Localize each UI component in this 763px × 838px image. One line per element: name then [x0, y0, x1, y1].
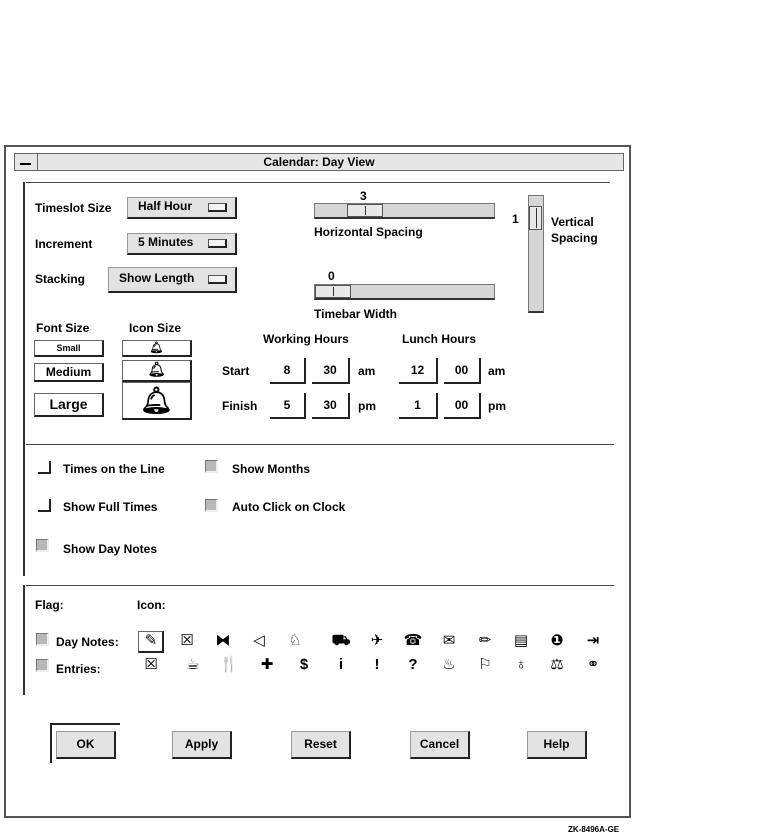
face-icon[interactable]: ♘ — [288, 632, 302, 649]
pencil-icon[interactable]: ✎ — [144, 632, 158, 649]
work-finish-ampm: pm — [358, 399, 376, 413]
number-one-icon[interactable]: ❶ — [550, 632, 564, 649]
auto-click-checkbox[interactable] — [205, 499, 218, 512]
increment-label: Increment — [35, 237, 93, 251]
telephone-icon[interactable]: ☎ — [403, 632, 423, 649]
vertical-spacing-label-1: Vertical — [551, 215, 594, 229]
timeslot-label: Timeslot Size — [35, 201, 112, 215]
fork-knife-icon[interactable]: 🍴 — [219, 656, 239, 673]
day-notes-flag-label: Day Notes: — [56, 635, 119, 649]
font-large-button[interactable]: Large — [34, 393, 104, 417]
question-icon[interactable]: ? — [408, 656, 418, 673]
rings-icon[interactable]: ⚭ — [586, 656, 600, 673]
cross-icon[interactable]: ✚ — [260, 656, 274, 673]
flag-label: Flag: — [35, 598, 64, 612]
horizontal-spacing-value: 3 — [360, 189, 367, 203]
bell-icon-medium: 🔔︎ — [147, 361, 166, 377]
megaphone-icon[interactable]: ◁ — [253, 632, 265, 649]
stacking-option-menu[interactable] — [108, 267, 237, 293]
birthday-cake-icon[interactable]: ♨ — [442, 656, 456, 673]
lunch-hours-label: Lunch Hours — [402, 332, 476, 346]
horizontal-spacing-thumb[interactable] — [347, 204, 383, 217]
font-small-button[interactable]: Small — [34, 340, 104, 357]
window-title: Calendar: Day View — [263, 155, 375, 169]
auto-click-label: Auto Click on Clock — [232, 500, 346, 514]
bell-icon-small: 🔔︎ — [149, 342, 164, 354]
exit-icon[interactable]: ⇥ — [586, 632, 600, 649]
work-start-minute-field[interactable]: 30 — [312, 358, 350, 384]
times-on-line-checkbox[interactable] — [38, 461, 51, 474]
envelope-icon[interactable]: ✉ — [442, 632, 456, 649]
entries-flag-label: Entries: — [56, 662, 101, 676]
horizontal-spacing-slider[interactable] — [314, 203, 495, 219]
increment-option-menu[interactable] — [127, 233, 237, 255]
entries-flag-checkbox[interactable] — [36, 659, 49, 672]
stacking-value: Show Length — [119, 271, 195, 285]
font-size-label: Font Size — [36, 321, 90, 335]
horizontal-spacing-label: Horizontal Spacing — [314, 225, 423, 239]
icon-large-button[interactable] — [122, 382, 192, 420]
coffee-cup-icon[interactable]: ☕ — [186, 656, 200, 673]
timebar-width-label: Timebar Width — [314, 307, 398, 321]
airplane-icon[interactable]: ✈ — [370, 632, 384, 649]
info-icon[interactable]: i — [338, 656, 344, 673]
vertical-spacing-thumb[interactable] — [529, 206, 542, 230]
lunch-finish-hour-field[interactable]: 1 — [399, 393, 438, 419]
stacking-label: Stacking — [35, 272, 86, 286]
pen-icon[interactable]: ✏ — [478, 632, 492, 649]
show-months-label: Show Months — [232, 462, 310, 476]
show-months-checkbox[interactable] — [205, 460, 218, 473]
timebar-width-thumb[interactable] — [315, 285, 351, 298]
section-left-edge — [23, 444, 25, 576]
help-button[interactable]: Help — [527, 731, 587, 759]
work-start-ampm: am — [358, 364, 376, 378]
working-hours-label: Working Hours — [263, 332, 349, 346]
bell-icon-large: 🔔︎ — [139, 385, 173, 415]
timeslot-option-menu[interactable] — [127, 197, 237, 219]
document-icon[interactable]: ☒ — [144, 656, 158, 673]
icon-medium-button[interactable] — [122, 360, 192, 382]
times-on-line-label: Times on the Line — [63, 462, 165, 476]
document-icon[interactable]: ☒ — [180, 632, 194, 649]
show-day-notes-label: Show Day Notes — [63, 542, 158, 556]
exclamation-icon[interactable]: ! — [374, 656, 380, 673]
increment-value: 5 Minutes — [138, 235, 194, 249]
option-menu-indicator-icon — [208, 239, 227, 248]
icon-small-button[interactable] — [122, 340, 192, 357]
ok-button[interactable]: OK — [56, 731, 116, 759]
option-menu-indicator-icon — [208, 275, 227, 284]
vertical-spacing-label-2: Spacing — [551, 231, 598, 245]
section-left-edge — [23, 585, 25, 695]
reset-button[interactable]: Reset — [291, 731, 351, 759]
timebar-width-value: 0 — [328, 269, 335, 283]
work-start-hour-field[interactable]: 8 — [270, 358, 306, 384]
people-icon[interactable]: ⚖ — [550, 656, 564, 673]
lunch-start-hour-field[interactable]: 12 — [399, 358, 438, 384]
icon-size-label: Icon Size — [129, 321, 182, 335]
binoculars-icon[interactable]: ⧓ — [215, 632, 231, 649]
show-full-times-label: Show Full Times — [63, 500, 158, 514]
section-divider-toggles — [26, 444, 614, 445]
section-divider-top — [26, 182, 610, 183]
lunch-finish-minute-field[interactable]: 00 — [444, 393, 481, 419]
option-menu-indicator-icon — [208, 203, 227, 212]
font-medium-button[interactable]: Medium — [34, 363, 104, 382]
start-label: Start — [222, 364, 250, 378]
figure-id: ZK-8496A-GE — [568, 825, 620, 834]
vertical-spacing-slider[interactable] — [528, 195, 544, 313]
show-full-times-checkbox[interactable] — [38, 499, 51, 512]
lunch-start-minute-field[interactable]: 00 — [444, 358, 481, 384]
cancel-button[interactable]: Cancel — [410, 731, 470, 759]
section-left-edge — [23, 182, 25, 458]
timeslot-value: Half Hour — [138, 199, 192, 213]
notepad-icon[interactable]: ▤ — [513, 632, 529, 649]
car-icon[interactable]: ⛟ — [331, 632, 351, 649]
work-finish-minute-field[interactable]: 30 — [312, 393, 350, 419]
apply-button[interactable]: Apply — [172, 731, 232, 759]
flag-icon[interactable]: ⚐ — [478, 656, 492, 673]
dollar-icon[interactable]: $ — [299, 656, 309, 673]
show-day-notes-checkbox[interactable] — [36, 539, 49, 552]
icon-label: Icon: — [137, 598, 166, 612]
vertical-spacing-value: 1 — [512, 212, 519, 226]
section-divider-flags — [26, 585, 614, 586]
timebar-width-slider[interactable] — [314, 284, 495, 300]
work-finish-hour-field[interactable]: 5 — [270, 393, 306, 419]
trash-can-icon[interactable]: ♁ — [515, 656, 527, 673]
lunch-finish-ampm: pm — [488, 399, 506, 413]
day-view-window — [4, 145, 631, 818]
title-bar[interactable] — [14, 153, 624, 171]
day-notes-flag-checkbox[interactable] — [36, 633, 49, 646]
finish-label: Finish — [222, 399, 258, 413]
lunch-start-ampm: am — [488, 364, 506, 378]
